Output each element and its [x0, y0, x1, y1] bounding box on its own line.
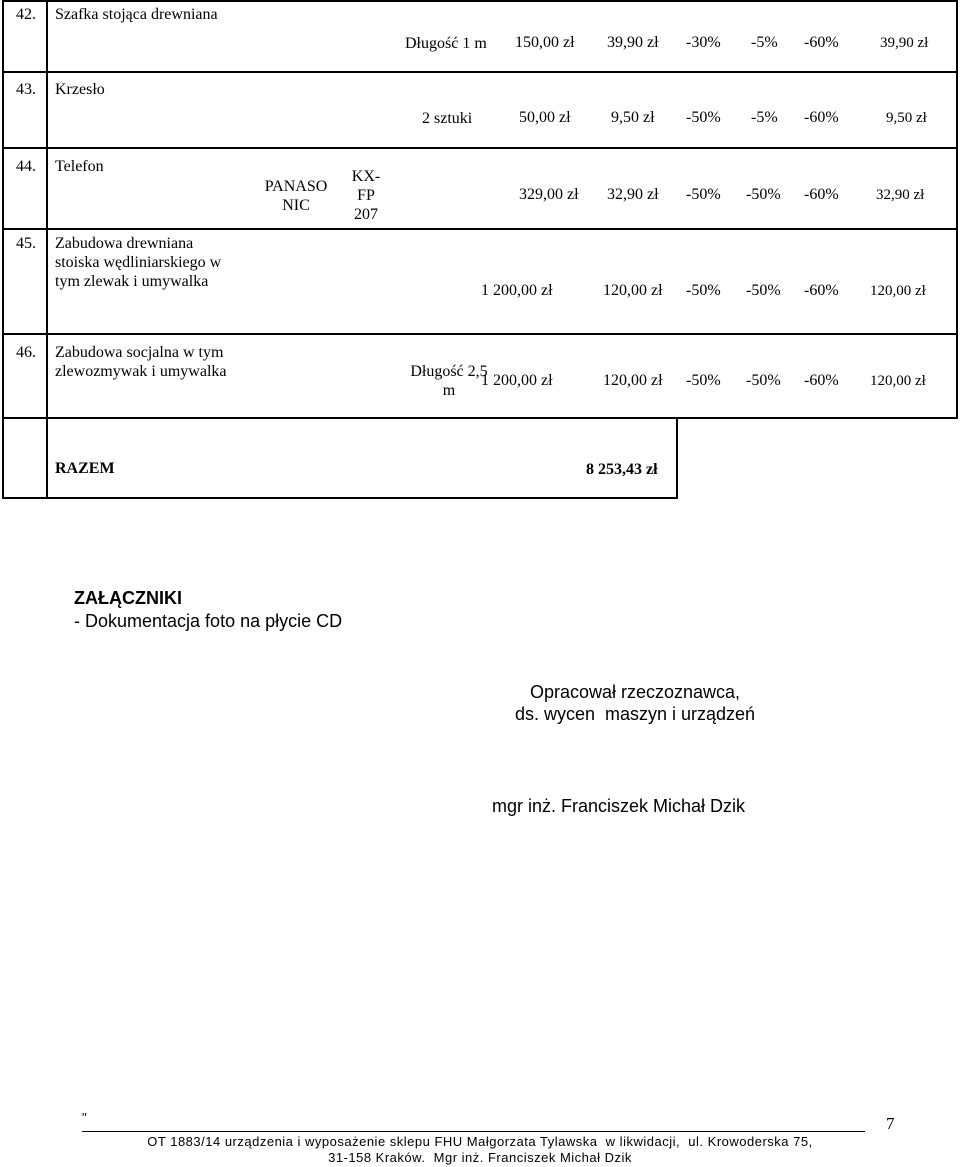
signature-name: mgr inż. Franciszek Michał Dzik: [492, 796, 746, 816]
row-number: 43.: [16, 81, 36, 98]
page-number: 7: [886, 1114, 895, 1133]
signature-role: Opracował rzeczoznawca,: [529, 682, 741, 702]
discount-1: -50%: [686, 282, 721, 299]
item-value: 120,00 zł: [603, 282, 663, 299]
discount-3: -60%: [804, 186, 839, 203]
discount-2: -5%: [751, 109, 778, 126]
item-quantity: 2 sztuki: [422, 110, 473, 127]
item-price: 329,00 zł: [519, 186, 579, 203]
item-brand: PANASO NIC: [264, 178, 328, 214]
row-number: 45.: [16, 235, 36, 252]
col-line: [676, 417, 678, 498]
discount-2: -50%: [746, 372, 781, 389]
item-price: 150,00 zł: [515, 34, 575, 51]
attachments-title: ZAŁĄCZNIKI: [74, 588, 182, 608]
item-price: 50,00 zł: [519, 109, 571, 126]
item-value: 9,50 zł: [611, 109, 655, 126]
item-name: Zabudowa socjalna w tym zlewozmywak i umywalka: [55, 344, 227, 380]
discount-1: -50%: [686, 109, 721, 126]
discount-2: -50%: [746, 186, 781, 203]
table-border-left: [2, 0, 4, 498]
final-value: 9,50 zł: [886, 110, 927, 126]
item-value: 39,90 zł: [607, 34, 659, 51]
footer-rule: [82, 1131, 865, 1132]
row-line: [2, 71, 958, 73]
col-line: [46, 0, 48, 498]
item-quantity: Długość 1 m: [405, 35, 487, 52]
item-name: Szafka stojąca drewniana: [55, 6, 218, 23]
row-number: 46.: [16, 344, 36, 361]
footer-line-1: OT 1883/14 urządzenia i wyposażenie sklepu FHU Małgorzata Tylawska w likwidacji, ul. Krowoderska 75,: [147, 1134, 813, 1149]
item-name: Krzesło: [55, 81, 105, 98]
final-value: 120,00 zł: [870, 283, 926, 299]
discount-1: -30%: [686, 34, 721, 51]
total-label: RAZEM: [55, 460, 115, 477]
row-line: [2, 497, 678, 499]
row-line: [2, 417, 958, 419]
row-line: [2, 147, 958, 149]
footer-line-2: 31-158 Kraków. Mgr inż. Franciszek Michał Dzik: [328, 1150, 632, 1165]
discount-1: -50%: [686, 186, 721, 203]
final-value: 32,90 zł: [876, 187, 925, 203]
discount-2: -50%: [746, 282, 781, 299]
item-quantity: Długość 2,5 m: [410, 363, 488, 399]
item-value: 32,90 zł: [607, 186, 659, 203]
attachments-item: - Dokumentacja foto na płycie CD: [74, 611, 343, 631]
discount-3: -60%: [804, 282, 839, 299]
discount-3: -60%: [804, 34, 839, 51]
item-name: Zabudowa drewniana stoiska wędliniarskiego w tym zlewak i umywalka: [55, 235, 222, 290]
discount-3: -60%: [804, 109, 839, 126]
discount-2: -5%: [751, 34, 778, 51]
footer-mark: ": [82, 1110, 87, 1125]
item-model: KX- FP 207: [351, 168, 381, 223]
item-price: 1 200,00 zł: [481, 282, 553, 299]
discount-1: -50%: [686, 372, 721, 389]
final-value: 120,00 zł: [870, 373, 926, 389]
row-line: [2, 0, 958, 2]
row-line: [2, 333, 958, 335]
signature-specialty: ds. wycen maszyn i urządzeń: [514, 704, 756, 724]
item-name: Telefon: [55, 158, 104, 175]
total-value: 8 253,43 zł: [586, 461, 658, 478]
discount-3: -60%: [804, 372, 839, 389]
row-number: 44.: [16, 158, 36, 175]
table-border-right: [956, 0, 958, 418]
final-value: 39,90 zł: [880, 35, 929, 51]
row-line: [2, 228, 958, 230]
item-price: 1 200,00 zł: [481, 372, 553, 389]
row-number: 42.: [16, 6, 36, 23]
item-value: 120,00 zł: [603, 372, 663, 389]
